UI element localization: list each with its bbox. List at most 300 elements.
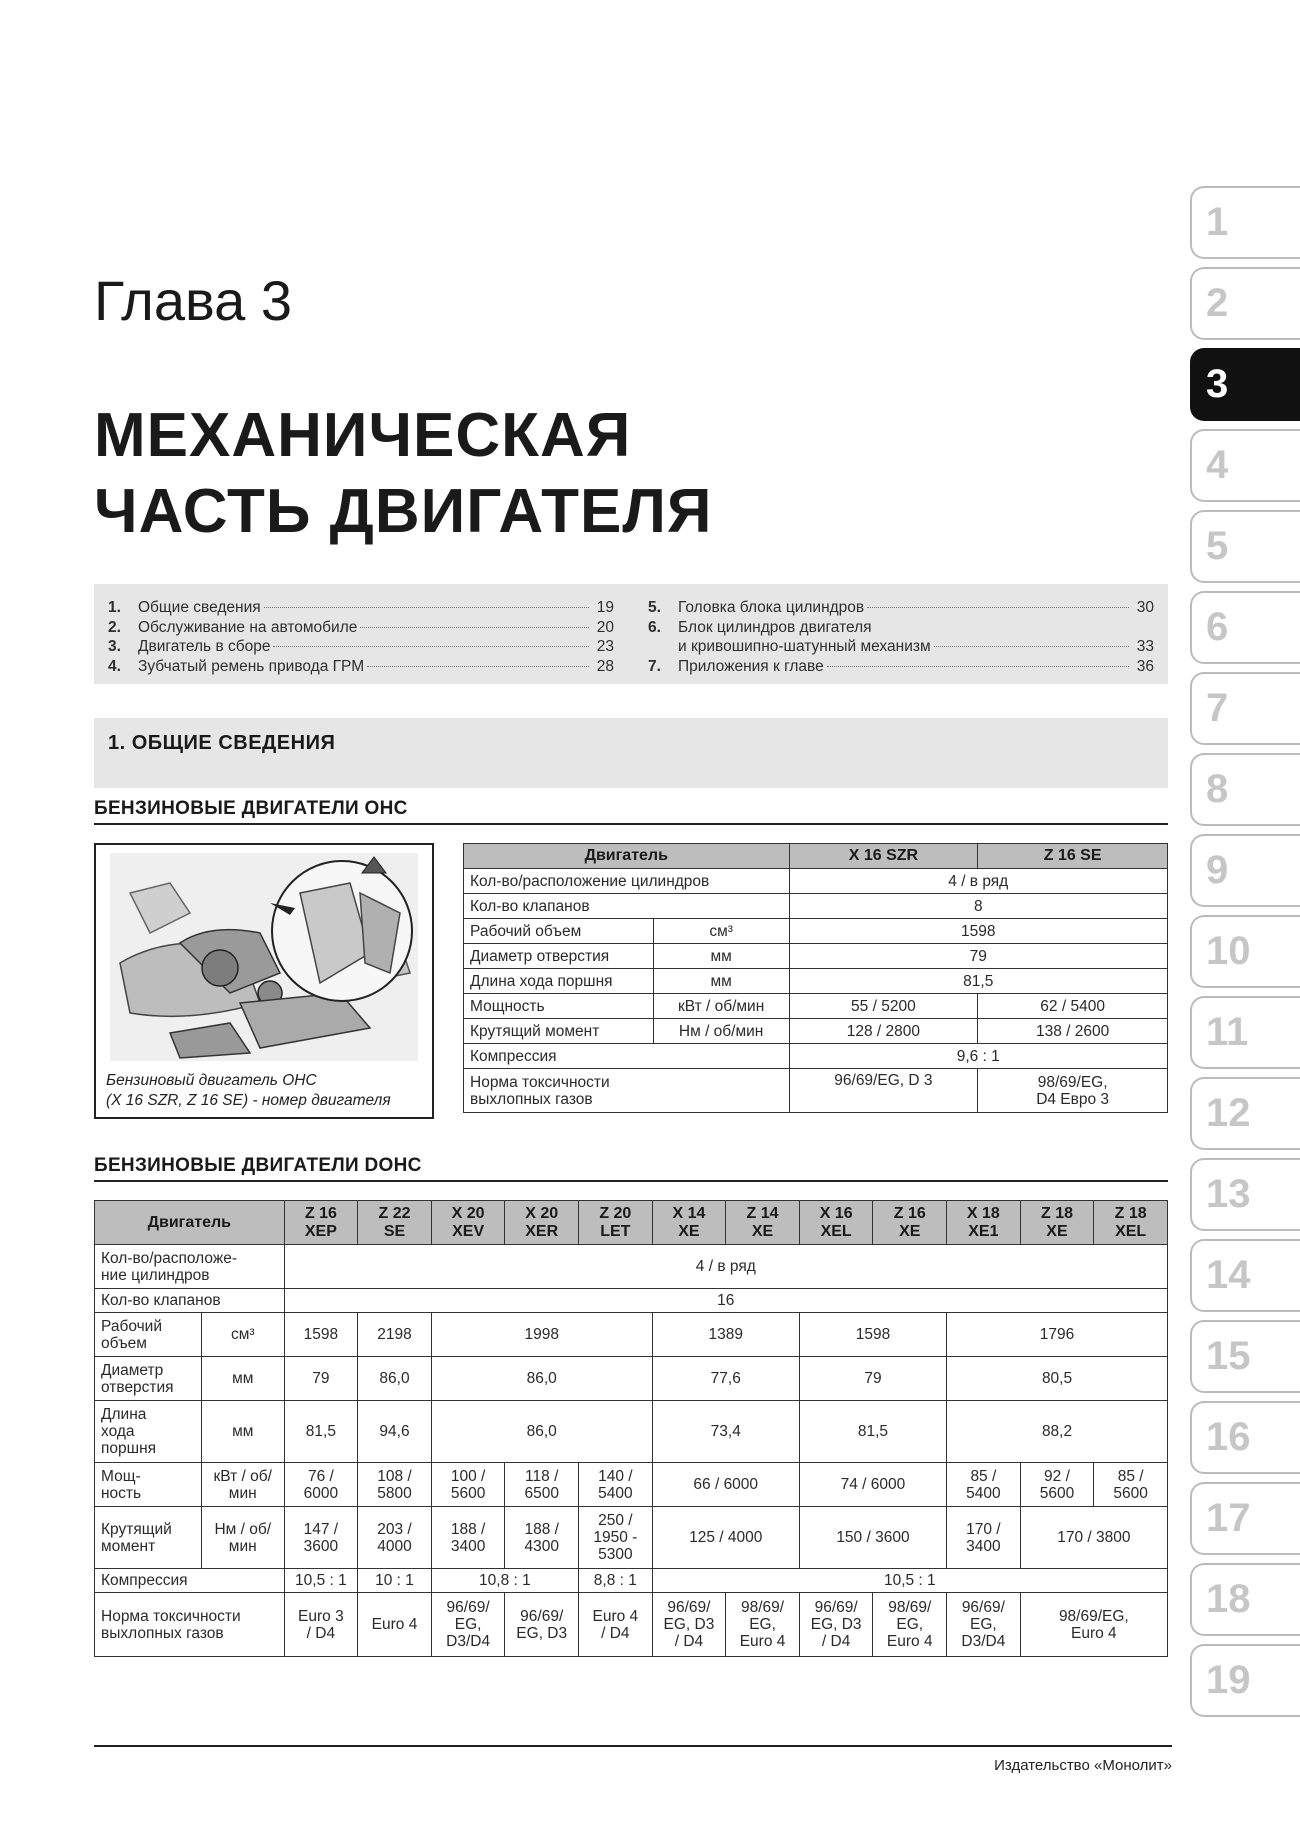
label-line: ние цилиндров (101, 1266, 210, 1284)
row-label (95, 1357, 202, 1401)
table-cell (579, 1463, 653, 1507)
table-cell: 1598 (789, 919, 1167, 944)
table-cell (978, 1069, 1168, 1113)
table-cell (284, 1593, 358, 1657)
table-cell (431, 1463, 505, 1507)
cell-line: 5600 (1039, 1484, 1075, 1502)
engine-code: XE (751, 1222, 774, 1240)
table-row (95, 1463, 1168, 1507)
row-label (464, 1069, 790, 1113)
table-cell: 81,5 (284, 1401, 358, 1463)
table-row (95, 1593, 1168, 1657)
cell-line: 188 / (524, 1520, 559, 1538)
table-cell (579, 1507, 653, 1569)
cell-line: / D4 (306, 1624, 336, 1642)
unit-line: мин (228, 1484, 257, 1502)
toc-page: 20 (596, 618, 614, 636)
cell-line: 118 / (525, 1467, 559, 1485)
table-cell (873, 1593, 947, 1657)
label-line: отверстия (101, 1378, 174, 1396)
engine-code: X 14 (672, 1204, 706, 1222)
column-header: Z 16 SE (978, 844, 1168, 869)
row-label (95, 1245, 285, 1289)
label-line: объем (101, 1334, 147, 1352)
engine-header (1094, 1201, 1168, 1245)
tab-label: 18 (1206, 1577, 1251, 1621)
row-label (95, 1593, 285, 1657)
table-row (464, 944, 1168, 969)
row-label (95, 1401, 202, 1463)
toc-number: 6. (648, 618, 661, 636)
chapter-tab-15[interactable] (1190, 1320, 1300, 1393)
table-cell: 94,6 (358, 1401, 432, 1463)
table-cell: 86,0 (431, 1401, 652, 1463)
toc-number: 2. (108, 618, 121, 636)
toc-number: 3. (108, 638, 121, 655)
engine-code: Z 18 (1040, 1204, 1073, 1222)
cell-line: 5300 (598, 1546, 633, 1563)
label-line: Норма токсичности (470, 1073, 610, 1091)
cell-line: Euro 4 (886, 1633, 933, 1650)
cell-line: 5800 (377, 1484, 412, 1502)
table-header-row (95, 1201, 1168, 1245)
section-header (94, 718, 1168, 788)
cell-line: 96/69/ (446, 1599, 490, 1616)
table-cell: 128 / 2800 (789, 1019, 978, 1044)
toc-left-column (108, 599, 614, 677)
engine-code: X 16 (819, 1204, 853, 1222)
label-line: Кол-во/расположе- (101, 1249, 237, 1267)
unit-cell (201, 1507, 284, 1569)
cell-line: EG, (454, 1616, 482, 1633)
table-cell: 10,8 : 1 (431, 1569, 578, 1593)
tab-label: 10 (1206, 929, 1251, 973)
toc-item[interactable] (648, 599, 1154, 619)
cell-line: 5400 (966, 1484, 1001, 1502)
label-line: ность (101, 1484, 142, 1502)
table-cell: 4 / в ряд (284, 1245, 1167, 1289)
engine-code: XE (1046, 1222, 1068, 1240)
cell-line: 98/69/ (888, 1599, 932, 1616)
label-line: Рабочий (101, 1317, 162, 1335)
table-cell: 55 / 5200 (789, 994, 978, 1019)
cell-line: 85 / (970, 1467, 997, 1485)
label-line: Норма токсичности (101, 1607, 241, 1625)
engine-code: LET (600, 1222, 631, 1240)
table-cell: 170 / 3800 (1020, 1507, 1167, 1569)
engine-code: XE1 (968, 1222, 999, 1240)
engine-code: Z 16 (304, 1204, 337, 1222)
chapter-tab-18[interactable] (1190, 1563, 1300, 1636)
table-cell: 79 (284, 1357, 358, 1401)
tab-label: 15 (1206, 1334, 1251, 1378)
cell-line: 188 / (450, 1520, 486, 1538)
table-cell (358, 1507, 432, 1569)
cell-line: 98/69/ (740, 1599, 785, 1616)
toc-title: Зубчатый ремень привода ГРМ (138, 657, 365, 675)
unit-line: Нм / об/ (214, 1520, 272, 1538)
chapter-tab-2[interactable] (1190, 267, 1300, 340)
toc-number: 5. (648, 599, 661, 616)
label-line: Длина (101, 1406, 147, 1423)
chapter-tab-12[interactable] (1190, 1077, 1300, 1150)
cell-line: 1950 - (593, 1529, 638, 1546)
table-row (464, 919, 1168, 944)
table-row (95, 1289, 1168, 1313)
table-row (95, 1401, 1168, 1463)
table-cell: 81,5 (789, 969, 1167, 994)
table-cell: Euro 4 (358, 1593, 432, 1657)
toc-page: 19 (596, 599, 614, 616)
toc-item[interactable] (108, 638, 614, 658)
toc-item[interactable] (108, 599, 614, 619)
chapter-tab-14[interactable] (1190, 1239, 1300, 1312)
table-cell (284, 1463, 358, 1507)
engine-code: XEL (1115, 1222, 1147, 1240)
label-line: Мощ- (101, 1467, 141, 1485)
label-line: выхлопных газов (470, 1090, 593, 1108)
ohc-spec-table (463, 843, 1168, 1113)
toc-leader (867, 607, 1129, 608)
table-cell: 1998 (431, 1313, 652, 1357)
table-cell: 4 / в ряд (789, 869, 1167, 894)
table-row (95, 1357, 1168, 1401)
toc-page: 23 (596, 638, 614, 655)
cell-line: 6000 (303, 1484, 339, 1502)
cell-line: 147 / (303, 1520, 339, 1538)
label-line: поршня (101, 1440, 157, 1457)
tab-label: 2 (1206, 281, 1229, 325)
tab-label: 4 (1206, 443, 1229, 487)
tab-label: 7 (1206, 686, 1229, 730)
toc-number: 7. (648, 657, 661, 675)
table-of-contents (94, 584, 1168, 684)
cell-line: EG, (970, 1616, 997, 1633)
chapter-tab-4[interactable] (1190, 429, 1300, 502)
toc-number: 1. (108, 599, 121, 616)
caption-line-1: Бензиновый двигатель OHC (106, 1072, 317, 1089)
table-cell: 77,6 (652, 1357, 799, 1401)
engine-code: X 20 (451, 1204, 485, 1222)
table-cell: 1598 (284, 1313, 358, 1357)
table-cell: 16 (284, 1289, 1167, 1313)
cell-line: 3400 (966, 1537, 1001, 1555)
table-cell (284, 1507, 358, 1569)
cell-line: 98/69/EG, (1058, 1607, 1129, 1625)
table-cell (947, 1507, 1021, 1569)
table-cell: 125 / 4000 (652, 1507, 799, 1569)
toc-title: Головка блока цилиндров (678, 599, 865, 616)
cell-line: 3600 (303, 1537, 339, 1555)
chapter-tab-9[interactable] (1190, 834, 1300, 907)
table-cell (431, 1507, 505, 1569)
title-line-2: ЧАСТЬ ДВИГАТЕЛЯ (94, 477, 713, 546)
cell-line: 4000 (377, 1537, 412, 1555)
cell-line: 203 / (377, 1520, 412, 1538)
row-label: Диаметр отверстия (464, 944, 654, 969)
cell-line: EG, D3 (810, 1616, 862, 1633)
cell-line: 5600 (450, 1484, 486, 1502)
tab-label: 19 (1206, 1658, 1251, 1702)
table-row (95, 1245, 1168, 1289)
table-header-row (464, 844, 1168, 869)
unit-cell: кВт / об/мин (653, 994, 789, 1019)
tab-label: 14 (1206, 1253, 1251, 1297)
engine-code: Z 16 (893, 1204, 926, 1222)
label-line: выхлопных газов (101, 1624, 224, 1642)
table-cell (726, 1593, 800, 1657)
toc-leader (360, 627, 589, 628)
publisher-footer: Издательство «Монолит» (994, 1757, 1172, 1774)
table-cell: 80,5 (947, 1357, 1168, 1401)
table-cell: 1796 (947, 1313, 1168, 1357)
row-label: Кол-во/расположение цилиндров (464, 869, 790, 894)
cell-line: 170 / (966, 1520, 1001, 1538)
engine-code: XEP (304, 1222, 337, 1240)
unit-cell: мм (653, 944, 789, 969)
cell-line: 5600 (1113, 1484, 1148, 1502)
table-row (464, 994, 1168, 1019)
cell-line: 85 / (1117, 1467, 1144, 1485)
toc-page: 30 (1136, 599, 1154, 616)
tab-label: 13 (1206, 1172, 1251, 1216)
toc-item[interactable] (108, 619, 614, 639)
cell-line: 140 / (598, 1467, 633, 1485)
column-header: X 16 SZR (789, 844, 978, 869)
row-label: Рабочий объем (464, 919, 654, 944)
engine-code: SE (383, 1222, 406, 1240)
tab-label: 9 (1206, 848, 1229, 892)
cell-line: / D4 (674, 1633, 704, 1650)
engine-code: X 20 (525, 1204, 559, 1222)
chapter-tab-7[interactable] (1190, 672, 1300, 745)
table-cell (1020, 1593, 1167, 1657)
tab-label: 1 (1206, 200, 1229, 244)
chapter-tab-1[interactable] (1190, 186, 1300, 259)
caption-line-2: (X 16 SZR, Z 16 SE) - номер двигателя (106, 1092, 391, 1109)
engine-header (579, 1201, 653, 1245)
row-label (95, 1507, 202, 1569)
cell-line: 100 / (450, 1467, 486, 1485)
chapter-tab-8[interactable] (1190, 753, 1300, 826)
row-label: Мощность (464, 994, 654, 1019)
engine-code: XEV (452, 1222, 485, 1240)
row-label (95, 1313, 202, 1357)
table-cell (505, 1593, 579, 1657)
label-line: хода (101, 1423, 135, 1440)
table-cell (947, 1463, 1021, 1507)
toc-item[interactable] (108, 658, 614, 678)
row-label: Длина хода поршня (464, 969, 654, 994)
engine-header (505, 1201, 579, 1245)
table-cell: 1598 (799, 1313, 946, 1357)
row-label: Компрессия (464, 1044, 790, 1069)
table-cell (1094, 1463, 1168, 1507)
table-cell: 8 (789, 894, 1167, 919)
engine-header (726, 1201, 800, 1245)
table-cell: 96/69/EG, D 3 (789, 1069, 978, 1113)
table-row (95, 1507, 1168, 1569)
cell-line: / D4 (601, 1624, 630, 1642)
engine-code: Z 18 (1114, 1204, 1147, 1222)
table-cell: 138 / 2600 (978, 1019, 1168, 1044)
tab-label: 5 (1206, 524, 1229, 568)
cell-line: EG, D3 (663, 1616, 715, 1633)
toc-title: Общие сведения (138, 599, 261, 616)
toc-page: 36 (1136, 657, 1154, 675)
toc-item[interactable] (648, 638, 1154, 658)
cell-line: D3/D4 (446, 1633, 491, 1650)
cell-line: EG, D3 (516, 1624, 568, 1642)
table-cell: 2198 (358, 1313, 432, 1357)
engine-code: XE (899, 1222, 921, 1240)
engine-header (358, 1201, 432, 1245)
section-title: 1. ОБЩИЕ СВЕДЕНИЯ (108, 732, 336, 754)
table-row (464, 1044, 1168, 1069)
table-cell (799, 1593, 873, 1657)
unit-cell: см³ (653, 919, 789, 944)
unit-cell: мм (653, 969, 789, 994)
label-line: Крутящий (101, 1520, 172, 1538)
table-cell: 81,5 (799, 1401, 946, 1463)
tab-label: 8 (1206, 767, 1229, 811)
tab-label: 6 (1206, 605, 1229, 649)
cell-line: Euro 4 (739, 1633, 786, 1650)
chapter-tab-5[interactable] (1190, 510, 1300, 583)
table-cell (1020, 1463, 1094, 1507)
engine-code: X 18 (966, 1204, 1000, 1222)
table-row (464, 869, 1168, 894)
table-cell (579, 1593, 653, 1657)
toc-leader (264, 607, 589, 608)
toc-right-column (648, 599, 1154, 677)
cell-line: EG, (896, 1616, 924, 1633)
unit-line: мин (228, 1537, 257, 1555)
unit-cell: мм (201, 1401, 284, 1463)
toc-item[interactable] (648, 619, 1154, 639)
table-cell: 9,6 : 1 (789, 1044, 1167, 1069)
cell-line: 96/69/ (667, 1599, 711, 1616)
chapter-tab-3[interactable] (1190, 348, 1300, 421)
chapter-label: Глава 3 (94, 269, 292, 332)
engine-code: Z 20 (599, 1204, 632, 1222)
chapter-tab-11[interactable] (1190, 996, 1300, 1069)
engine-header (873, 1201, 947, 1245)
cell-line: 108 / (377, 1467, 412, 1485)
row-label: Кол-во клапанов (464, 894, 790, 919)
cell-line: 96/69/ (814, 1599, 858, 1616)
engine-header (1020, 1201, 1094, 1245)
table-cell (505, 1463, 579, 1507)
label-line: момент (101, 1537, 156, 1555)
table-cell (431, 1593, 505, 1657)
ohc-heading: БЕНЗИНОВЫЕ ДВИГАТЕЛИ OHC (94, 798, 1168, 825)
engine-code: XE (678, 1222, 700, 1240)
engine-photo (110, 853, 418, 1061)
table-row (95, 1313, 1168, 1357)
engine-header (431, 1201, 505, 1245)
table-cell: 10 : 1 (358, 1569, 432, 1593)
engine-header (284, 1201, 358, 1245)
cell-line: 76 / (307, 1467, 334, 1485)
unit-line: кВт / об/ (213, 1467, 272, 1485)
engine-header (947, 1201, 1021, 1245)
table-cell: 73,4 (652, 1401, 799, 1463)
unit-cell: мм (201, 1357, 284, 1401)
toc-leader (934, 646, 1129, 647)
engine-photo-figure (94, 843, 434, 1119)
cell-line: 6500 (524, 1484, 559, 1502)
engine-code: XER (525, 1222, 559, 1240)
tab-label: 12 (1206, 1091, 1251, 1135)
tab-label: 16 (1206, 1415, 1251, 1459)
cell-line: 92 / (1044, 1467, 1070, 1485)
chapter-tab-19[interactable] (1190, 1644, 1300, 1717)
chapter-tab-6[interactable] (1190, 591, 1300, 664)
toc-number: 4. (108, 657, 121, 675)
column-header: Двигатель (464, 844, 790, 869)
unit-cell: Нм / об/мин (653, 1019, 789, 1044)
table-cell: 79 (799, 1357, 946, 1401)
table-cell: 150 / 3600 (799, 1507, 946, 1569)
toc-page: 33 (1136, 638, 1154, 655)
chapter-tab-13[interactable] (1190, 1158, 1300, 1231)
toc-title: Блок цилиндров двигателя (678, 618, 872, 636)
engine-code: Z 14 (746, 1204, 779, 1222)
cell-line: Euro 4 (592, 1607, 639, 1625)
table-row (95, 1569, 1168, 1593)
table-cell: 1389 (652, 1313, 799, 1357)
chapter-tab-16[interactable] (1190, 1401, 1300, 1474)
tab-label: 3 (1206, 362, 1229, 406)
engine-code: Z 22 (378, 1204, 411, 1222)
cell-line: Euro 3 (298, 1607, 344, 1625)
cell-line: 4300 (524, 1537, 559, 1555)
cell-line: Euro 4 (1071, 1624, 1117, 1642)
table-cell: 86,0 (358, 1357, 432, 1401)
unit-cell: см³ (201, 1313, 284, 1357)
chapter-tab-10[interactable] (1190, 915, 1300, 988)
toc-leader (827, 666, 1129, 667)
table-cell: 10,5 : 1 (652, 1569, 1167, 1593)
engine-bay-illustration (110, 853, 418, 1061)
page-title (94, 398, 712, 550)
row-label: Кол-во клапанов (95, 1289, 285, 1313)
row-label: Компрессия (95, 1569, 285, 1593)
dohc-heading: БЕНЗИНОВЫЕ ДВИГАТЕЛИ DOHC (94, 1155, 1168, 1182)
table-cell: 88,2 (947, 1401, 1168, 1463)
cell-line: D4 Евро 3 (1036, 1090, 1110, 1108)
toc-leader (367, 666, 589, 667)
row-label (95, 1463, 202, 1507)
cell-line: 98/69/EG, (1037, 1073, 1108, 1091)
table-cell: 79 (789, 944, 1167, 969)
engine-code: XEL (820, 1222, 852, 1240)
cell-line: 3400 (450, 1537, 486, 1555)
toc-title: Приложения к главе (678, 657, 824, 675)
cell-line: 96/69/ (520, 1607, 564, 1625)
toc-title: Обслуживание на автомобиле (138, 618, 358, 636)
cell-line: D3/D4 (961, 1633, 1006, 1650)
table-row (464, 1069, 1168, 1113)
toc-item[interactable] (648, 658, 1154, 678)
dohc-spec-table (94, 1200, 1168, 1657)
title-line-1: МЕХАНИЧЕСКАЯ (94, 401, 632, 470)
table-cell (947, 1593, 1021, 1657)
photo-caption (106, 1071, 391, 1111)
chapter-tab-17[interactable] (1190, 1482, 1300, 1555)
toc-page: 28 (596, 657, 614, 675)
